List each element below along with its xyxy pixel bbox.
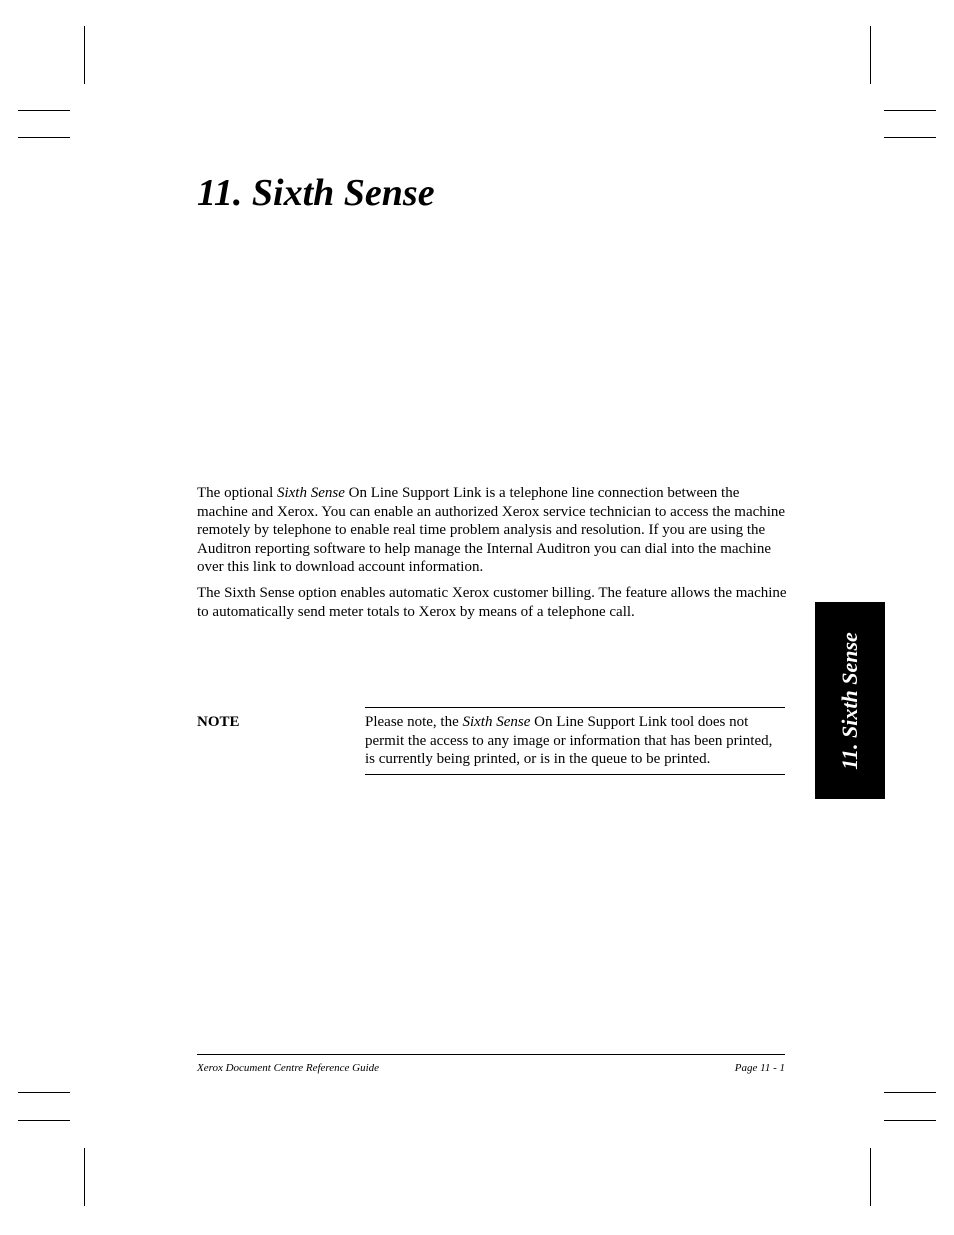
crop-mark-bottom-right-vertical [870,1148,871,1206]
crop-mark-top-right-horizontal-2 [884,137,936,138]
note-lead: Please note, the [365,714,463,730]
body-text [197,484,789,628]
note-emphasis: Sixth Sense [462,714,531,730]
crop-mark-bottom-left-vertical [84,1148,85,1206]
footer-document-title: Xerox Document Centre Reference Guide [197,1062,380,1074]
chapter-side-tab-label: 11. Sixth Sense [837,631,862,770]
crop-mark-bottom-right-horizontal-2 [884,1120,936,1121]
paragraph-billing: The Sixth Sense option enables automatic Xerox customer billing. The feature allows the machine to automatically send meter totals to Xerox by means of a telephone call. [197,584,787,620]
paragraph-intro-rest: On Line Support Link is a telephone line connection between the machine and Xerox. You can enable an authorized Xerox service technician to access the machine remotely by telephone to enable real time problem analysis and resolution. If you are using the Auditron reporting software to help manage the Internal Auditron you can dial into the machine over this link to download account information. [197,485,786,576]
crop-mark-bottom-left-horizontal-2 [18,1120,70,1121]
crop-mark-bottom-left-horizontal-1 [18,1092,70,1093]
paragraph-intro-lead: The optional [197,485,277,501]
note-box [365,707,785,775]
crop-mark-top-right-horizontal-1 [884,110,936,111]
chapter-side-tab [815,602,885,799]
crop-mark-top-left-horizontal-1 [18,110,70,111]
paragraph-intro [197,484,789,577]
crop-mark-top-right-vertical [870,26,871,84]
crop-mark-top-left-vertical [84,26,85,84]
note-rest: On Line Support Link tool does not permit the access to any image or information that has been printed, is currently being printed, or is in the queue to be printed. [365,714,773,768]
note-label: NOTE [197,714,240,730]
crop-mark-bottom-right-horizontal-1 [884,1092,936,1093]
product-name-emphasis: Sixth Sense [276,485,345,501]
footer-page-number: Page 11 - 1 [734,1062,785,1074]
crop-mark-top-left-horizontal-2 [18,137,70,138]
footer-rule [197,1054,785,1055]
chapter-title: 11. Sixth Sense [197,172,435,214]
